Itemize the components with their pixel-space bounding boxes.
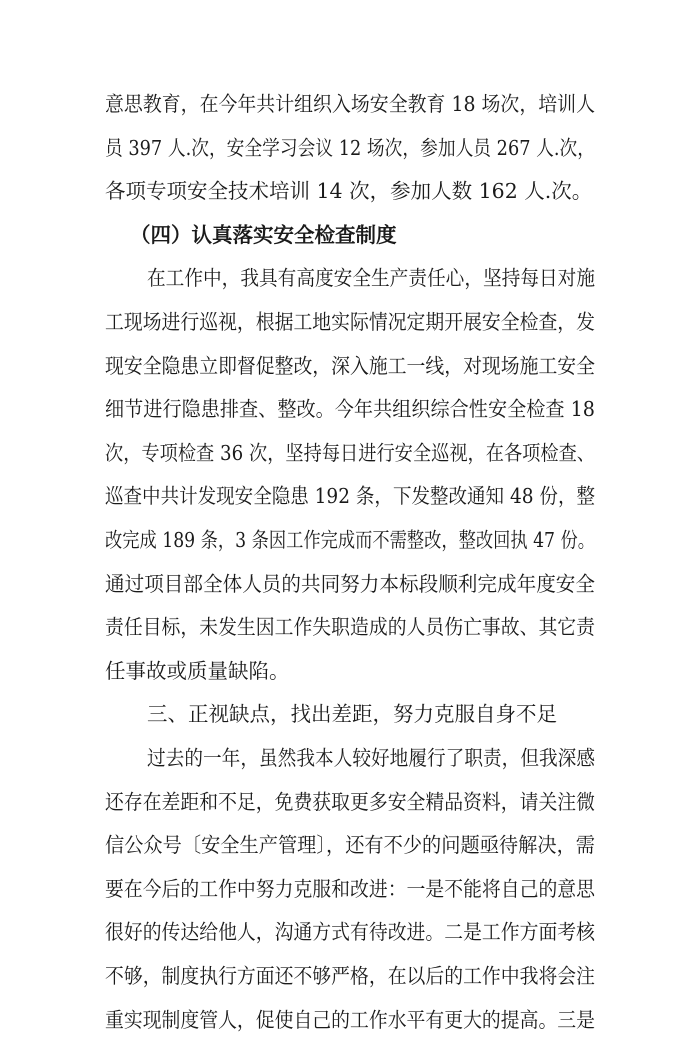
paragraph-2-line-2: 工现场进行巡视，根据工地实际情况定期开展安全检查，发 [105, 310, 595, 334]
section-heading-4: （四）认真落实安全检查制度 [130, 222, 397, 247]
text-line [0, 476, 700, 516]
text-line [0, 651, 700, 691]
text-line [0, 694, 700, 734]
text-line [0, 215, 700, 255]
text-line [0, 302, 700, 342]
section-heading-3: 三、正视缺点，找出差距，努力克服自身不足 [147, 702, 557, 727]
text-line [0, 171, 700, 211]
text-line [0, 128, 700, 168]
paragraph-3-line-6: 不够，制度执行方面还不够严格，在以后的工作中我将会注 [105, 964, 595, 988]
paragraph-2-line-10: 任事故或质量缺陷。 [105, 658, 290, 683]
paragraph-3-line-1: 过去的一年，虽然我本人较好地履行了职责，但我深感 [147, 746, 595, 770]
paragraph-3-line-3: 信公众号〔安全生产管理〕，还有不少的问题亟待解决，需 [105, 833, 595, 858]
text-line [0, 258, 700, 298]
paragraph-2-line-5: 次，专项检查 36 次，坚持每日进行安全巡视，在各项检查、 [105, 440, 595, 465]
text-line [0, 607, 700, 647]
paragraph-2-line-6: 巡查中共计发现安全隐患 192 条，下发整改通知 48 份，整 [105, 484, 595, 509]
paragraph-1-line-2: 员 397 人.次，安全学习会议 12 场次，参加人员 267 人.次， [105, 135, 595, 160]
paragraph-2-line-3: 现安全隐患立即督促整改，深入施工一线，对现场施工安全 [105, 353, 595, 378]
paragraph-3-line-5: 很好的传达给他人，沟通方式有待改进。二是工作方面考核 [105, 920, 595, 945]
text-line [0, 564, 700, 604]
paragraph-2-line-9: 责任目标，未发生因工作失职造成的人员伤亡事故、其它责 [105, 615, 595, 640]
text-line [0, 782, 700, 822]
paragraph-2-line-1: 在工作中，我具有高度安全生产责任心，坚持每日对施 [147, 266, 595, 291]
paragraph-3-line-4: 要在今后的工作中努力克服和改进：一是不能将自己的意思 [105, 876, 595, 901]
text-line [0, 84, 700, 124]
text-line [0, 738, 700, 778]
paragraph-3-line-7: 重实现制度管人，促使自己的工作水平有更大的提高。三是 [105, 1007, 595, 1032]
text-line [0, 346, 700, 386]
paragraph-2-line-4: 细节进行隐患排查、整改。今年共组织综合性安全检查 18 [105, 397, 595, 422]
paragraph-2-line-8: 通过项目部全体人员的共同努力本标段顺利完成年度安全 [105, 571, 595, 596]
text-line [0, 389, 700, 429]
paragraph-2-line-7: 改完成 189 条，3 条因工作完成而不需整改，整改回执 47 份。 [105, 528, 595, 552]
paragraph-1-line-3: 各项专项安全技术培训 14 次，参加人数 162 人.次。 [105, 179, 593, 204]
text-line [0, 869, 700, 909]
paragraph-3-line-2: 还存在差距和不足，免费获取更多安全精品资料，请关注微 [105, 789, 595, 814]
text-line [0, 956, 700, 996]
text-line [0, 433, 700, 473]
text-line [0, 825, 700, 865]
text-line [0, 1000, 700, 1040]
text-line [0, 912, 700, 952]
paragraph-1-line-1: 意思教育，在今年共计组织入场安全教育 18 场次，培训人 [105, 92, 595, 116]
text-line [0, 520, 700, 560]
